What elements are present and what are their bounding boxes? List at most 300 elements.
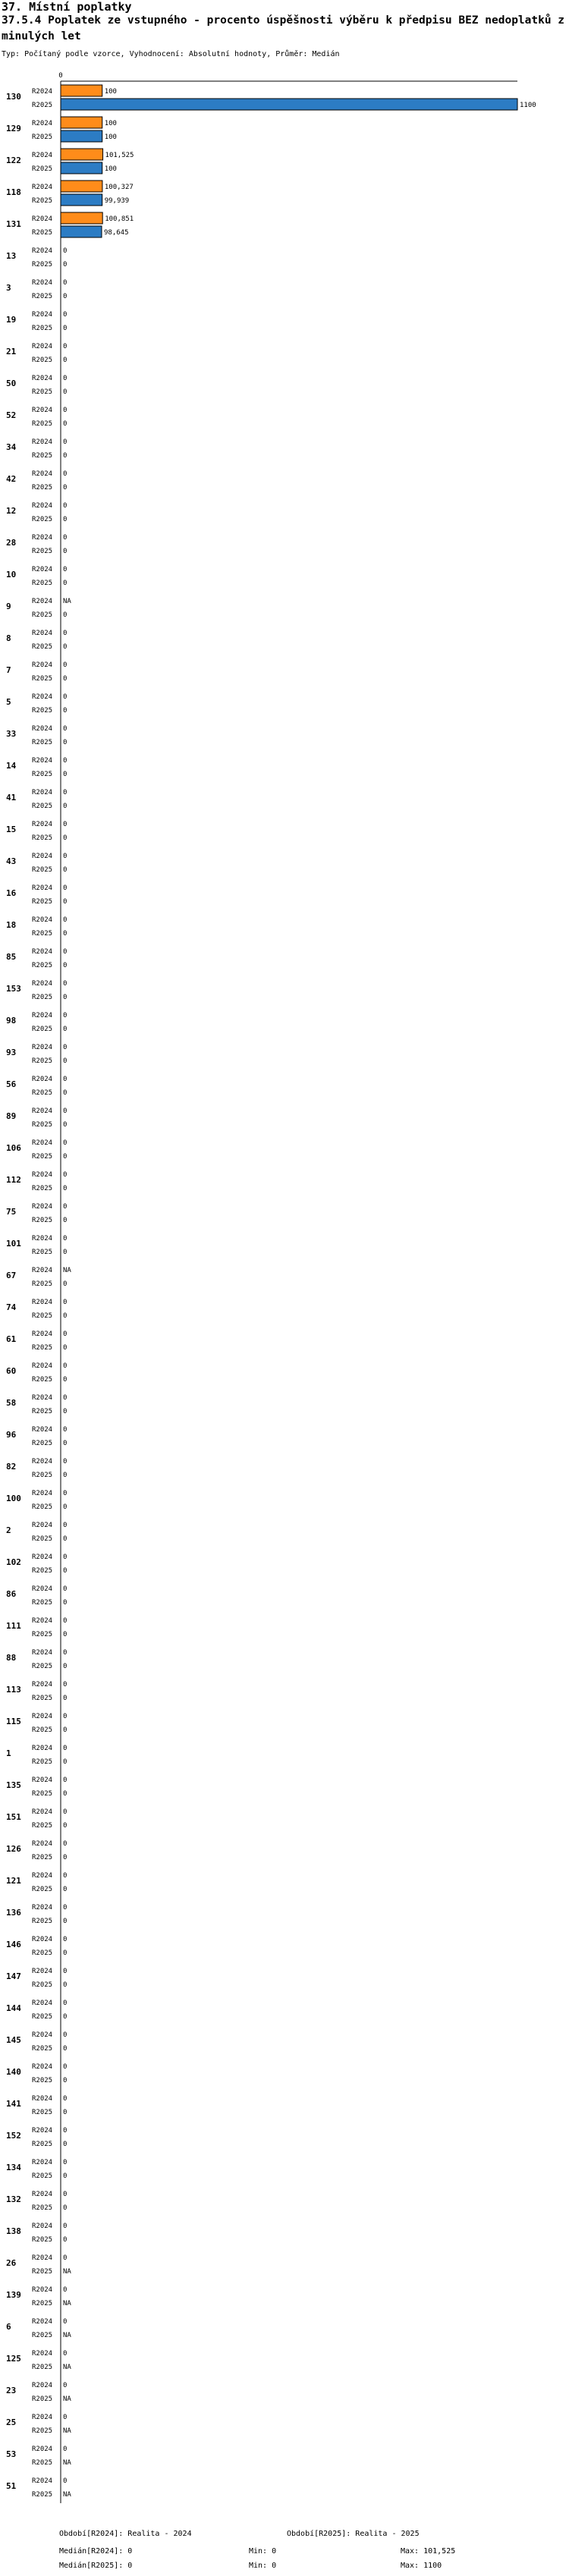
category-label: 13: [6, 251, 17, 261]
category-label: 98: [6, 1016, 17, 1026]
data-label: 0: [63, 630, 68, 637]
category-label: 147: [6, 1971, 21, 1981]
category-label: 61: [6, 1334, 17, 1344]
category-label: 23: [6, 2386, 17, 2395]
series-label: R2025: [32, 1854, 53, 1861]
category-label: 26: [6, 2258, 17, 2268]
series-label: R2025: [32, 2109, 53, 2116]
data-label: 0: [63, 1344, 68, 1352]
category-label: 144: [6, 2003, 21, 2013]
data-label: 0: [63, 693, 68, 701]
data-label: 0: [63, 661, 68, 669]
data-label: 0: [63, 516, 68, 523]
series-label: R2025: [32, 739, 53, 746]
data-label: 0: [63, 1408, 68, 1415]
series-label: R2025: [32, 484, 53, 492]
data-label: 0: [63, 884, 68, 892]
data-label: 0: [63, 2109, 68, 2116]
data-label: 0: [63, 930, 68, 938]
series-label: R2025: [32, 803, 53, 810]
category-label: 2: [6, 1525, 11, 1535]
data-label: 0: [63, 484, 68, 492]
category-label: 10: [6, 570, 17, 580]
series-label: R2025: [32, 1535, 53, 1543]
series-label: R2024: [32, 1808, 53, 1816]
series-label: R2024: [32, 1649, 53, 1657]
data-label: 0: [63, 1394, 68, 1402]
data-label: NA: [63, 2332, 71, 2339]
series-label: R2024: [32, 598, 53, 605]
chart-parameters: Typ: Počítaný podle vzorce, Vyhodnocení: Absolutní hodnoty, Průměr: Medián: [2, 50, 340, 58]
data-label: 0: [63, 2286, 68, 2294]
series-label: R2024: [32, 757, 53, 765]
data-label: NA: [63, 2459, 71, 2467]
data-label: 0: [63, 548, 68, 555]
data-label: 0: [63, 1522, 68, 1529]
data-label: 0: [63, 1631, 68, 1638]
category-label: 58: [6, 1398, 17, 1408]
series-label: R2024: [32, 1394, 53, 1402]
data-label: 0: [63, 757, 68, 765]
series-label: R2024: [32, 247, 53, 255]
data-label: NA: [63, 1267, 71, 1274]
series-label: R2025: [32, 1503, 53, 1511]
median-r2025: Medián[R2025]: 0: [59, 2562, 133, 2570]
data-label: 0: [63, 1044, 68, 1051]
bar-r2025: [61, 130, 102, 142]
data-label: 0: [63, 2254, 68, 2262]
data-label: 0: [63, 2223, 68, 2230]
bar-r2024: [61, 149, 103, 160]
series-label: R2024: [32, 2254, 53, 2262]
category-label: 85: [6, 952, 17, 962]
series-label: R2024: [32, 2223, 53, 2230]
series-label: R2024: [32, 1012, 53, 1019]
series-label: R2024: [32, 1553, 53, 1561]
series-label: R2024: [32, 152, 53, 159]
data-label: 0: [63, 2414, 68, 2421]
data-label: 100: [104, 88, 117, 96]
series-label: R2025: [32, 1663, 53, 1670]
series-label: R2024: [32, 853, 53, 860]
data-label: 0: [63, 2045, 68, 2053]
series-label: R2025: [32, 2141, 53, 2148]
series-label: R2024: [32, 1362, 53, 1370]
series-label: R2024: [32, 789, 53, 796]
data-label: 0: [63, 1076, 68, 1083]
series-label: R2024: [32, 693, 53, 701]
data-label: 0: [63, 311, 68, 319]
data-label: NA: [63, 2364, 71, 2371]
series-label: R2024: [32, 1936, 53, 1943]
data-label: 0: [63, 1299, 68, 1306]
series-label: R2025: [32, 2268, 53, 2276]
series-label: R2025: [32, 1440, 53, 1447]
data-label: 0: [63, 898, 68, 906]
series-label: R2025: [32, 1280, 53, 1288]
data-label: 0: [63, 1376, 68, 1384]
data-label: 0: [63, 2013, 68, 2021]
data-label: 0: [63, 2127, 68, 2135]
category-label: 113: [6, 1685, 21, 1695]
series-label: R2025: [32, 1249, 53, 1256]
data-label: 0: [63, 502, 68, 510]
series-label: R2025: [32, 548, 53, 555]
category-label: 151: [6, 1812, 21, 1822]
category-label: 146: [6, 1940, 21, 1949]
data-label: 0: [63, 1617, 68, 1625]
series-label: R2025: [32, 643, 53, 651]
series-label: R2024: [32, 470, 53, 478]
series-label: R2024: [32, 534, 53, 542]
series-label: R2025: [32, 1631, 53, 1638]
category-label: 28: [6, 538, 17, 548]
data-label: 0: [63, 1822, 68, 1830]
series-label: R2025: [32, 420, 53, 428]
series-label: R2025: [32, 611, 53, 619]
bar-chart: [0, 70, 569, 2527]
series-label: R2024: [32, 502, 53, 510]
category-label: 88: [6, 1653, 17, 1663]
series-label: R2024: [32, 1267, 53, 1274]
series-label: R2025: [32, 834, 53, 842]
series-label: R2024: [32, 1522, 53, 1529]
series-label: R2025: [32, 2300, 53, 2307]
data-label: 0: [63, 1503, 68, 1511]
series-label: R2024: [32, 184, 53, 191]
series-label: R2024: [32, 1872, 53, 1880]
data-label: 0: [63, 534, 68, 542]
series-label: R2024: [32, 2063, 53, 2071]
series-label: R2025: [32, 229, 53, 237]
category-label: 41: [6, 793, 17, 803]
series-label: R2024: [32, 1745, 53, 1752]
series-label: R2025: [32, 2332, 53, 2339]
bar-r2025: [61, 162, 102, 174]
series-label: R2024: [32, 821, 53, 828]
series-label: R2024: [32, 1299, 53, 1306]
data-label: 0: [63, 853, 68, 860]
series-label: R2025: [32, 1408, 53, 1415]
category-label: 100: [6, 1494, 21, 1503]
category-label: 141: [6, 2099, 21, 2109]
max-r2025: Max: 1100: [401, 2562, 442, 2570]
data-label: 99,939: [104, 197, 130, 205]
data-label: 0: [63, 1968, 68, 1975]
category-label: 139: [6, 2290, 21, 2300]
bar-r2024: [61, 181, 102, 192]
series-label: R2024: [32, 2159, 53, 2166]
data-label: 0: [63, 2350, 68, 2358]
series-label: R2024: [32, 1617, 53, 1625]
category-label: 126: [6, 1844, 21, 1854]
series-label: R2025: [32, 1918, 53, 1925]
data-label: 0: [63, 1057, 68, 1065]
data-label: 0: [63, 994, 68, 1001]
series-label: R2025: [32, 2045, 53, 2053]
series-label: R2025: [32, 2204, 53, 2212]
data-label: 0: [63, 1089, 68, 1097]
data-label: 98,645: [103, 229, 129, 237]
data-label: 0: [63, 1121, 68, 1129]
series-label: R2024: [32, 884, 53, 892]
data-label: 0: [63, 2063, 68, 2071]
series-label: R2024: [32, 343, 53, 350]
category-label: 74: [6, 1302, 17, 1312]
category-label: 131: [6, 219, 21, 229]
category-label: 51: [6, 2481, 17, 2491]
data-label: 0: [63, 247, 68, 255]
data-label: 0: [63, 1776, 68, 1784]
category-label: 134: [6, 2163, 21, 2172]
min-r2024: Min: 0: [249, 2547, 277, 2556]
data-label: 0: [63, 1535, 68, 1543]
data-label: 0: [63, 420, 68, 428]
category-label: 42: [6, 474, 17, 484]
category-label: 1: [6, 1748, 11, 1758]
series-label: R2025: [32, 1344, 53, 1352]
series-label: R2025: [32, 2013, 53, 2021]
data-label: 0: [63, 1217, 68, 1224]
data-label: 0: [63, 1840, 68, 1848]
data-label: 0: [63, 1026, 68, 1033]
category-label: 8: [6, 633, 11, 643]
data-label: 0: [63, 452, 68, 460]
data-label: 0: [63, 580, 68, 587]
data-label: 0: [63, 1886, 68, 1893]
data-label: 0: [63, 261, 68, 269]
category-label: 82: [6, 1462, 17, 1472]
category-label: 75: [6, 1207, 17, 1217]
series-label: R2024: [32, 2191, 53, 2198]
series-label: R2025: [32, 866, 53, 874]
series-label: R2024: [32, 1235, 53, 1242]
category-label: 102: [6, 1557, 21, 1567]
section-title: 37. Místní poplatky: [2, 0, 132, 14]
data-label: 0: [63, 293, 68, 300]
data-label: 0: [63, 725, 68, 733]
category-label: 118: [6, 187, 21, 197]
series-label: R2025: [32, 165, 53, 173]
data-label: 0: [63, 1472, 68, 1479]
series-label: R2025: [32, 898, 53, 906]
series-label: R2025: [32, 388, 53, 396]
data-label: 0: [63, 2141, 68, 2148]
series-label: R2024: [32, 2095, 53, 2103]
data-label: 0: [63, 1553, 68, 1561]
data-label: 0: [63, 834, 68, 842]
series-label: R2024: [32, 1458, 53, 1465]
data-label: 0: [63, 1171, 68, 1179]
bar-r2024: [61, 85, 102, 96]
series-label: R2025: [32, 452, 53, 460]
data-label: 0: [63, 1440, 68, 1447]
data-label: 0: [63, 1649, 68, 1657]
series-label: R2025: [32, 1886, 53, 1893]
data-label: 0: [63, 1280, 68, 1288]
series-label: R2025: [32, 357, 53, 364]
series-label: R2025: [32, 1121, 53, 1129]
data-label: 0: [63, 611, 68, 619]
data-label: 0: [63, 279, 68, 287]
data-label: 0: [63, 438, 68, 446]
series-label: R2025: [32, 102, 53, 109]
data-label: 0: [63, 1713, 68, 1720]
series-label: R2024: [32, 725, 53, 733]
category-label: 33: [6, 729, 17, 739]
data-label: 0: [63, 1185, 68, 1192]
series-label: R2025: [32, 2491, 53, 2499]
data-label: 0: [63, 1726, 68, 1734]
series-label: R2025: [32, 325, 53, 332]
category-label: 67: [6, 1271, 17, 1280]
series-label: R2024: [32, 1490, 53, 1497]
series-label: R2024: [32, 1203, 53, 1211]
data-label: 1100: [520, 102, 536, 109]
series-label: R2024: [32, 1330, 53, 1338]
legend-period-r2025: Období[R2025]: Realita - 2025: [287, 2530, 420, 2538]
series-label: R2025: [32, 2427, 53, 2435]
data-label: 0: [63, 1249, 68, 1256]
series-label: R2025: [32, 293, 53, 300]
series-label: R2024: [32, 1840, 53, 1848]
series-label: R2025: [32, 580, 53, 587]
series-label: R2025: [32, 2236, 53, 2244]
category-label: 19: [6, 315, 17, 325]
data-label: 0: [63, 1918, 68, 1925]
series-label: R2024: [32, 1171, 53, 1179]
category-label: 111: [6, 1621, 21, 1631]
category-label: 86: [6, 1589, 17, 1599]
category-label: 122: [6, 156, 21, 165]
data-label: 0: [63, 1490, 68, 1497]
category-label: 89: [6, 1111, 17, 1121]
series-label: R2025: [32, 2172, 53, 2180]
category-label: 152: [6, 2131, 21, 2141]
data-label: 0: [63, 803, 68, 810]
series-label: R2025: [32, 675, 53, 683]
series-label: R2024: [32, 1107, 53, 1115]
legend-period-r2024: Období[R2024]: Realita - 2024: [59, 2530, 192, 2538]
series-label: R2025: [32, 1726, 53, 1734]
data-label: 0: [63, 643, 68, 651]
series-label: R2025: [32, 1217, 53, 1224]
data-label: 0: [63, 821, 68, 828]
data-label: 0: [63, 1362, 68, 1370]
data-label: 100,327: [104, 184, 134, 191]
series-label: R2024: [32, 1713, 53, 1720]
series-label: R2025: [32, 1376, 53, 1384]
category-label: 115: [6, 1717, 21, 1726]
series-label: R2024: [32, 1776, 53, 1784]
data-label: 0: [63, 1695, 68, 1702]
series-label: R2024: [32, 1076, 53, 1083]
data-label: 0: [63, 1949, 68, 1957]
data-label: 0: [63, 1585, 68, 1593]
category-label: 60: [6, 1366, 17, 1376]
category-label: 125: [6, 2354, 21, 2364]
data-label: 0: [63, 2382, 68, 2389]
series-label: R2024: [32, 438, 53, 446]
data-label: 100,851: [105, 215, 134, 223]
bar-r2025: [61, 99, 517, 110]
median-r2024: Medián[R2024]: 0: [59, 2547, 133, 2556]
category-label: 43: [6, 856, 17, 866]
category-label: 145: [6, 2035, 21, 2045]
series-label: R2024: [32, 566, 53, 573]
series-label: R2024: [32, 1904, 53, 1912]
series-label: R2024: [32, 2382, 53, 2389]
category-label: 52: [6, 410, 17, 420]
series-label: R2024: [32, 2031, 53, 2039]
series-label: R2025: [32, 2364, 53, 2371]
data-label: 0: [63, 1981, 68, 1989]
category-label: 96: [6, 1430, 17, 1440]
data-label: 0: [63, 2077, 68, 2084]
data-label: 0: [63, 566, 68, 573]
series-label: R2025: [32, 516, 53, 523]
series-label: R2024: [32, 2127, 53, 2135]
data-label: 0: [63, 1790, 68, 1798]
series-label: R2025: [32, 962, 53, 969]
series-label: R2025: [32, 771, 53, 778]
data-label: 0: [63, 375, 68, 382]
category-label: 14: [6, 761, 17, 771]
data-label: 100: [104, 165, 117, 173]
data-label: 0: [63, 2031, 68, 2039]
data-label: 0: [63, 325, 68, 332]
data-label: 0: [63, 1808, 68, 1816]
data-label: 0: [63, 1330, 68, 1338]
category-label: 136: [6, 1908, 21, 1918]
series-label: R2024: [32, 375, 53, 382]
category-label: 140: [6, 2067, 21, 2077]
series-label: R2024: [32, 88, 53, 96]
max-r2024: Max: 101,525: [401, 2547, 456, 2556]
category-label: 53: [6, 2449, 17, 2459]
data-label: 0: [63, 2446, 68, 2453]
data-label: 0: [63, 2159, 68, 2166]
category-label: 101: [6, 1239, 21, 1249]
data-label: 101,525: [105, 152, 134, 159]
series-label: R2024: [32, 1681, 53, 1689]
category-label: 56: [6, 1079, 17, 1089]
series-label: R2024: [32, 2446, 53, 2453]
series-label: R2025: [32, 261, 53, 269]
data-label: 100: [104, 120, 117, 127]
category-label: 9: [6, 602, 11, 611]
data-label: 0: [63, 343, 68, 350]
data-label: 0: [63, 2236, 68, 2244]
category-label: 16: [6, 888, 17, 898]
series-label: R2025: [32, 1153, 53, 1161]
min-r2025: Min: 0: [249, 2562, 277, 2570]
series-label: R2025: [32, 1312, 53, 1320]
data-label: NA: [63, 2427, 71, 2435]
category-label: 135: [6, 1780, 21, 1790]
category-label: 129: [6, 124, 21, 134]
data-label: 0: [63, 1203, 68, 1211]
series-label: R2025: [32, 1758, 53, 1766]
series-label: R2024: [32, 2350, 53, 2358]
series-label: R2025: [32, 1822, 53, 1830]
data-label: 0: [63, 916, 68, 924]
data-label: 0: [63, 980, 68, 988]
data-label: 0: [63, 789, 68, 796]
series-label: R2024: [32, 916, 53, 924]
category-label: 50: [6, 379, 17, 388]
series-label: R2024: [32, 215, 53, 223]
